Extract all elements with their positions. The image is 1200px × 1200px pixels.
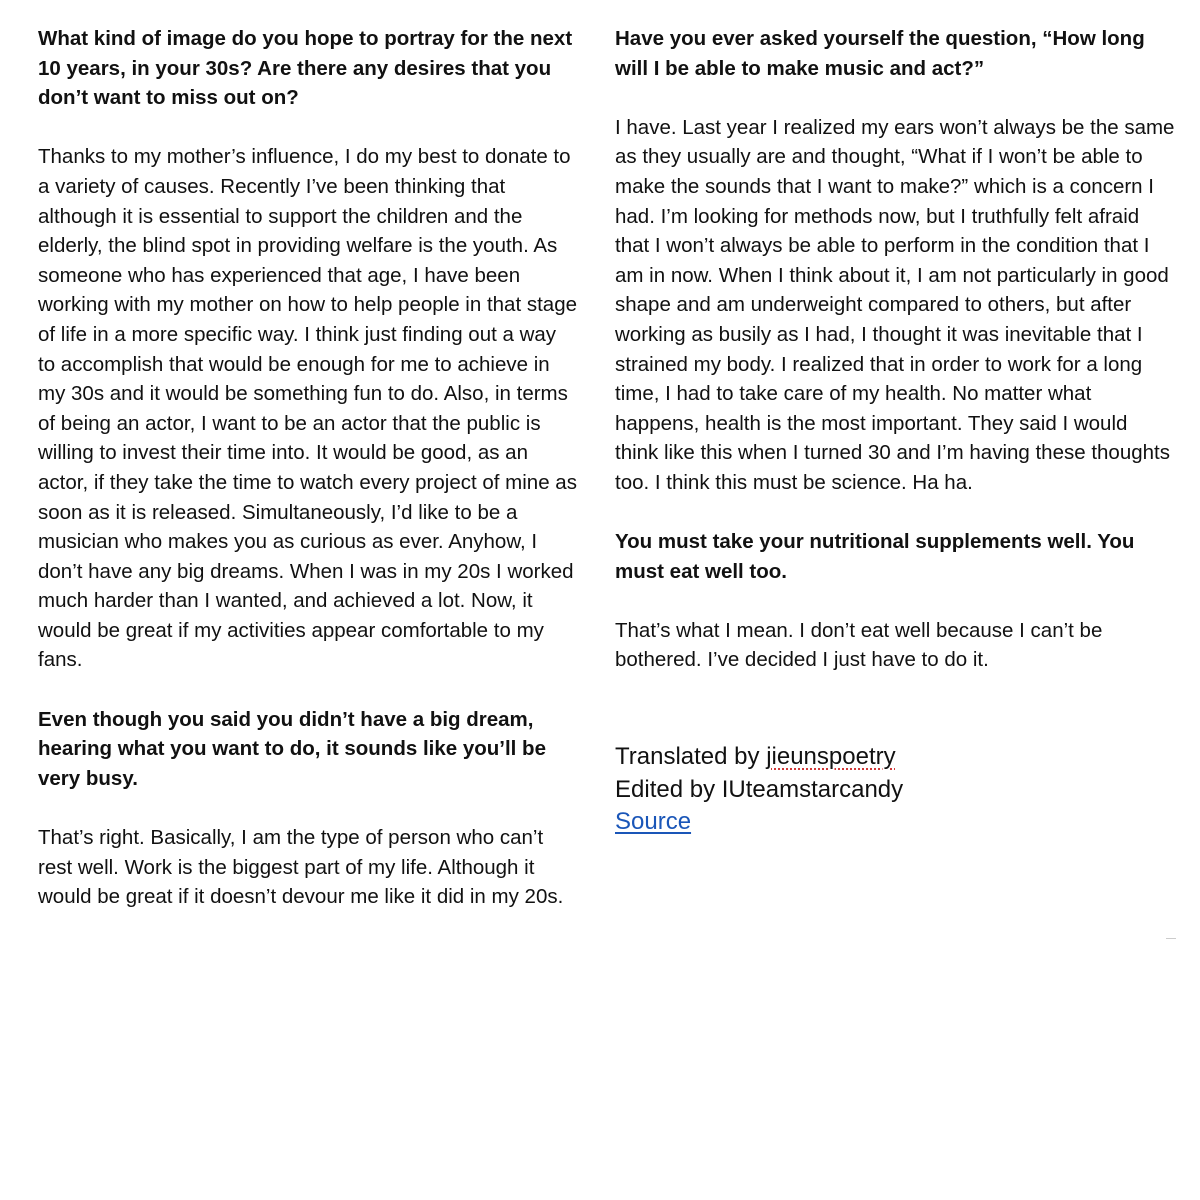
answer-supplements: That’s what I mean. I don’t eat well because I can’t be bothered. I’ve decided I just have to do it. — [615, 618, 1103, 672]
question-portray-image: What kind of image do you hope to portray for the next 10 years, in your 30s? Are there any desires that you don’t want to miss out on? — [38, 27, 573, 110]
question-music-and-act: Have you ever asked yourself the question, “How long will I be able to make music and act?” — [615, 27, 1145, 80]
answer-portray-image: Thanks to my mother’s influence, I do my best to donate to a variety of causes. Recently I’ve been thinking that although it is essential to support the children and the elderly, the blind spot in providing welfare is the youth. As someone who has experienced that age, I have been working with my mother on how to help people in that stage of life in a more specific way. I think just finding out a way to accomplish that would be enough for me to achieve in my 30s and it would be something fun to do. Also, in terms of being an actor, I want to be an actor that the public is willing to invest their time into. It would be good, as an actor, if they take the time to watch every project of mine as soon as it is released. Simultaneously, I’d like to be a musician who makes you as curious as ever. Anyhow, I don’t have any big dreams. When I was in my 20s I worked much harder than I wanted, and achieved a lot. Now, it would be great if my activities appear comfortable to my fans. — [38, 145, 577, 672]
credits-block — [615, 741, 1175, 839]
translator-name: jieunspoetry — [766, 743, 896, 771]
translated-by-line — [615, 741, 1175, 774]
question-big-dream: Even though you said you didn’t have a big dream, hearing what you want to do, it sounds like you’ll be very busy. — [38, 707, 546, 790]
translated-by-label: Translated by — [615, 743, 767, 771]
question-supplements: You must take your nutritional supplements well. You must eat well too. — [615, 530, 1135, 583]
editor-name: IUteamstarcandy — [721, 775, 904, 803]
left-column — [38, 24, 578, 941]
answer-music-and-act: I have. Last year I realized my ears won’t always be the same as they usually are and thought, “What if I won’t be able to make the sounds that I want to make?” which is a concern I had. I’m looking for methods now, but I truthfully felt afraid that I won’t always be able to perform in the condition that I am in now. When I think about it, I am not particularly in good shape and am underweight compared to others, but after working as busily as I had, I thought it was inevitable that I strained my body. I realized that in order to work for a long time, I had to take care of my health. No matter what happens, health is the most important. They said I would think like this when I turned 30 and I’m having these thoughts too. I think this must be science. Ha ha. — [615, 115, 1175, 494]
source-line — [615, 806, 1175, 839]
edge-divider — [1166, 938, 1176, 939]
right-column — [615, 24, 1175, 839]
answer-big-dream: That’s right. Basically, I am the type of person who can’t rest well. Work is the biggest part of my life. Although it would be great if it doesn’t devour me like it did in my 20s. — [38, 826, 564, 909]
edited-by-line — [615, 774, 1175, 807]
edited-by-label: Edited by — [615, 775, 722, 803]
source-link[interactable]: Source — [615, 808, 692, 836]
